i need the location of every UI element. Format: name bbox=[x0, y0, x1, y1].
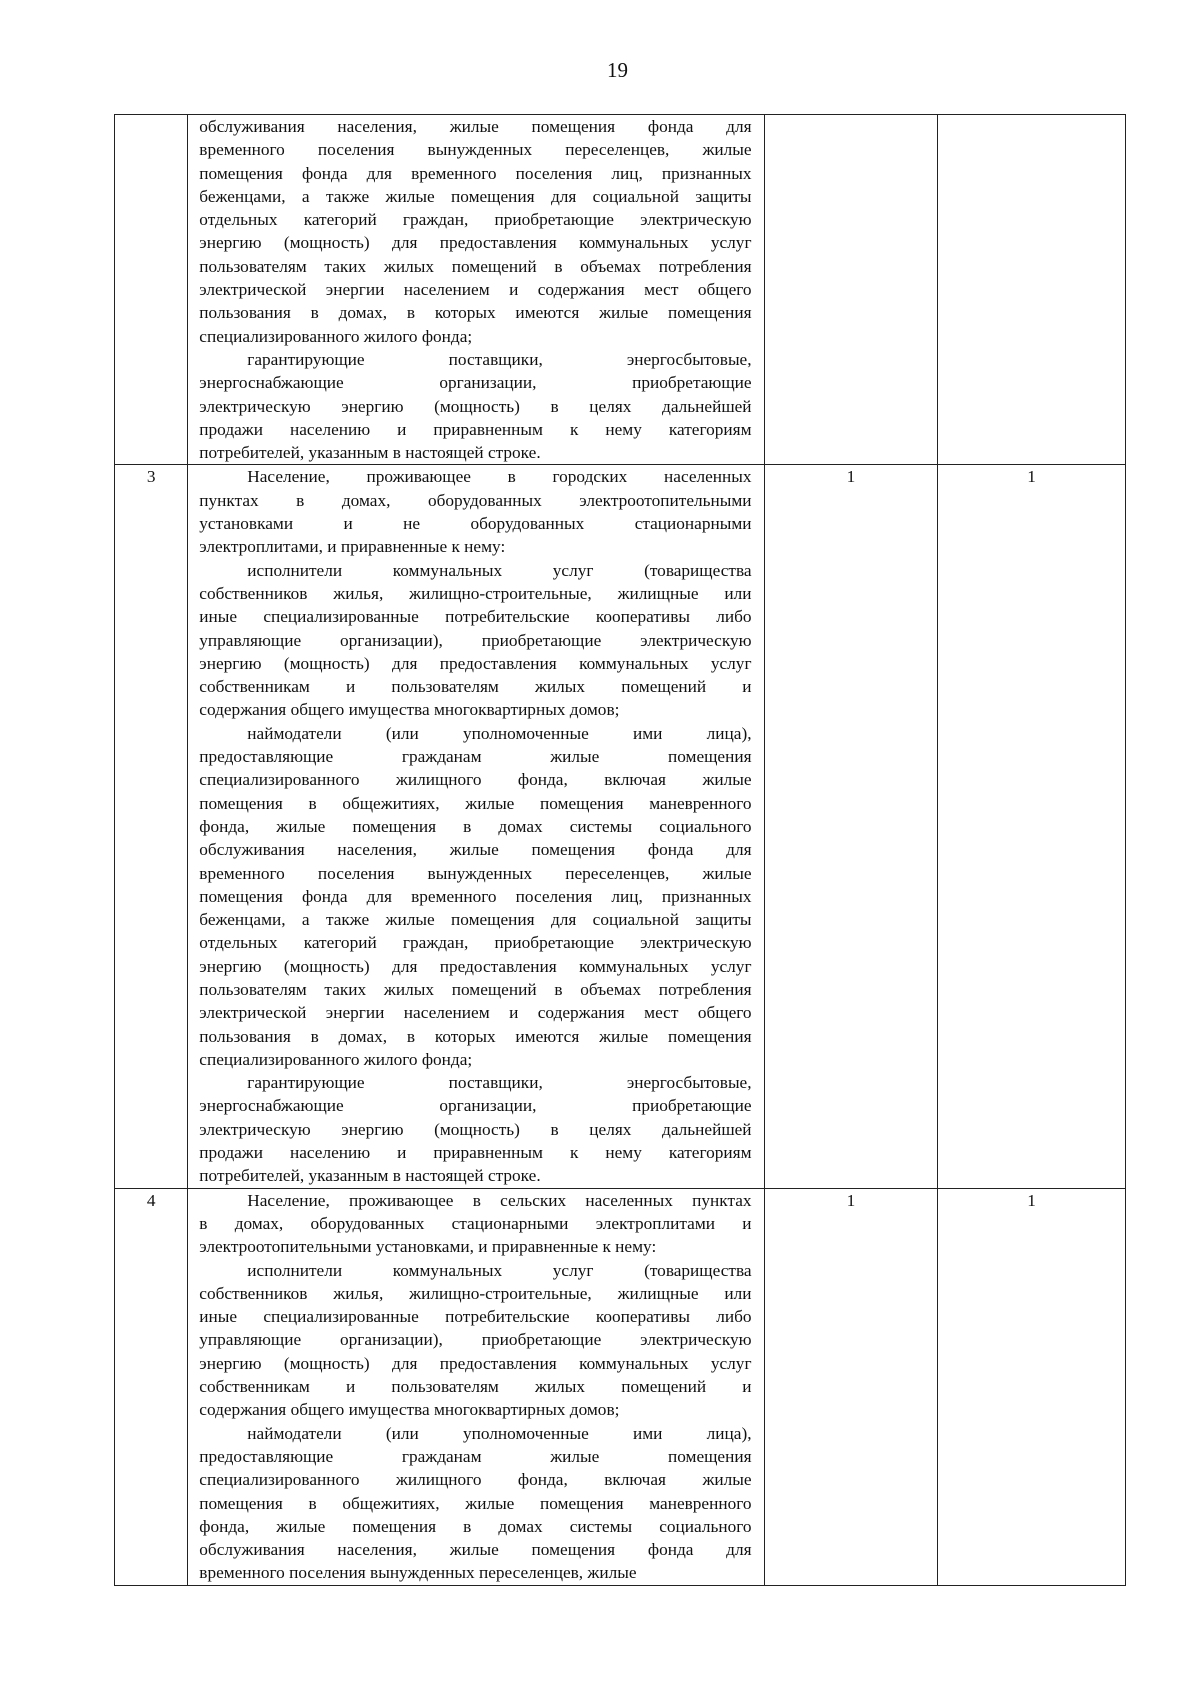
text-line: предоставляющие гражданам жилые помещения bbox=[199, 747, 752, 767]
value-cell-col3: 1 bbox=[764, 465, 938, 1188]
text-line: временного поселения вынужденных переселенцев, жилые bbox=[199, 140, 752, 160]
text-line: управляющие организации), приобретающие электрическую bbox=[199, 630, 752, 650]
text-line: энергию (мощность) для предоставления коммунальных услуг bbox=[199, 956, 752, 976]
text-line: энергию (мощность) для предоставления коммунальных услуг bbox=[199, 1353, 752, 1373]
table-row bbox=[115, 465, 1126, 1188]
text-line: в домах, оборудованных стационарными электроплитами и bbox=[199, 1213, 752, 1233]
value-cell-col4: 1 bbox=[938, 465, 1126, 1188]
text-line: наймодатели (или уполномоченные ими лица), bbox=[247, 723, 752, 743]
table-body bbox=[115, 115, 1126, 1586]
text-line: помещения в общежитиях, жилые помещения маневренного bbox=[199, 793, 752, 813]
description-paragraph bbox=[188, 115, 763, 348]
text-line: специализированного жилищного фонда, включая жилые bbox=[199, 1470, 752, 1490]
text-line: собственников жилья, жилищно-строительные, жилищные или bbox=[199, 583, 752, 603]
table-row bbox=[115, 115, 1126, 465]
text-line: временного поселения вынужденных переселенцев, жилые bbox=[199, 1563, 637, 1583]
text-line: беженцами, а также жилые помещения для социальной защиты bbox=[199, 910, 752, 930]
text-line: обслуживания населения, жилые помещения фонда для bbox=[199, 117, 752, 136]
text-line: пользования в домах, в которых имеются жилые помещения bbox=[199, 303, 752, 323]
text-line: энергоснабжающие организации, приобретающие bbox=[199, 373, 752, 393]
text-line: собственникам и пользователям жилых помещений и bbox=[199, 1377, 752, 1397]
text-line: потребителей, указанным в настоящей строке. bbox=[199, 1166, 541, 1186]
text-line: специализированного жилищного фонда, включая жилые bbox=[199, 770, 752, 790]
text-line: собственникам и пользователям жилых помещений и bbox=[199, 677, 752, 697]
value-cell-col4: 1 bbox=[938, 1188, 1126, 1585]
text-line: гарантирующие поставщики, энергосбытовые, bbox=[247, 1073, 752, 1093]
value-cell-col3 bbox=[764, 115, 938, 465]
text-line: содержания общего имущества многоквартирных домов; bbox=[199, 700, 620, 720]
text-line: электроотопительными установками, и приравненные к нему: bbox=[199, 1237, 657, 1257]
text-line: электрическую энергию (мощность) в целях дальнейшей bbox=[199, 1119, 752, 1139]
description-cell bbox=[188, 1188, 764, 1585]
text-line: исполнители коммунальных услуг (товарищества bbox=[247, 560, 752, 580]
description-paragraph bbox=[188, 1259, 763, 1422]
text-line: продажи населению и приравненным к нему категориям bbox=[199, 419, 752, 439]
text-line: специализированного жилого фонда; bbox=[199, 1049, 473, 1069]
text-line: исполнители коммунальных услуг (товарищества bbox=[247, 1260, 752, 1280]
table-row bbox=[115, 1188, 1126, 1585]
page-number: 19 bbox=[607, 58, 628, 82]
tariff-table bbox=[114, 114, 1126, 1586]
row-number-cell: 4 bbox=[115, 1188, 188, 1585]
text-line: фонда, жилые помещения в домах системы социального bbox=[199, 816, 752, 836]
text-line: Население, проживающее в сельских населенных пунктах bbox=[247, 1190, 752, 1210]
text-line: управляющие организации), приобретающие электрическую bbox=[199, 1330, 752, 1350]
text-line: потребителей, указанным в настоящей строке. bbox=[199, 443, 541, 463]
text-line: содержания общего имущества многоквартирных домов; bbox=[199, 1400, 620, 1420]
text-line: обслуживания населения, жилые помещения фонда для bbox=[199, 840, 752, 860]
description-paragraph bbox=[188, 1189, 763, 1259]
text-line: продажи населению и приравненным к нему категориям bbox=[199, 1143, 752, 1163]
text-line: обслуживания населения, жилые помещения фонда для bbox=[199, 1540, 752, 1560]
text-line: пользования в домах, в которых имеются жилые помещения bbox=[199, 1026, 752, 1046]
text-line: наймодатели (или уполномоченные ими лица), bbox=[247, 1423, 752, 1443]
description-paragraph bbox=[188, 348, 763, 464]
text-line: отдельных категорий граждан, приобретающие электрическую bbox=[199, 933, 752, 953]
description-paragraph bbox=[188, 465, 763, 558]
text-line: гарантирующие поставщики, энергосбытовые, bbox=[247, 349, 752, 369]
value-cell-col4 bbox=[938, 115, 1126, 465]
text-line: пользователям таких жилых помещений в объемах потребления bbox=[199, 979, 752, 999]
description-cell bbox=[188, 465, 764, 1188]
text-line: временного поселения вынужденных переселенцев, жилые bbox=[199, 863, 752, 883]
text-line: помещения фонда для временного поселения лиц, признанных bbox=[199, 886, 752, 906]
text-line: специализированного жилого фонда; bbox=[199, 326, 473, 346]
text-line: иные специализированные потребительские кооперативы либо bbox=[199, 1307, 752, 1327]
text-line: энергоснабжающие организации, приобретающие bbox=[199, 1096, 752, 1116]
description-paragraph bbox=[188, 1071, 763, 1187]
text-line: установками и не оборудованных стационарными bbox=[199, 514, 752, 534]
row-number-cell bbox=[115, 115, 188, 465]
text-line: электроплитами, и приравненные к нему: bbox=[199, 537, 506, 557]
description-paragraph bbox=[188, 1422, 763, 1585]
text-line: иные специализированные потребительские кооперативы либо bbox=[199, 607, 752, 627]
text-line: пунктах в домах, оборудованных электроотопительными bbox=[199, 490, 752, 510]
text-line: электрическую энергию (мощность) в целях дальнейшей bbox=[199, 396, 752, 416]
text-line: фонда, жилые помещения в домах системы социального bbox=[199, 1516, 752, 1536]
text-line: электрической энергии населением и содержания мест общего bbox=[199, 280, 752, 300]
text-line: энергию (мощность) для предоставления коммунальных услуг bbox=[199, 233, 752, 253]
value-cell-col3: 1 bbox=[764, 1188, 938, 1585]
description-paragraph bbox=[188, 559, 763, 722]
text-line: помещения фонда для временного поселения лиц, признанных bbox=[199, 163, 752, 183]
text-line: Население, проживающее в городских населенных bbox=[247, 467, 752, 487]
text-line: собственников жилья, жилищно-строительные, жилищные или bbox=[199, 1283, 752, 1303]
text-line: электрической энергии населением и содержания мест общего bbox=[199, 1003, 752, 1023]
text-line: беженцами, а также жилые помещения для социальной защиты bbox=[199, 186, 752, 206]
text-line: пользователям таких жилых помещений в объемах потребления bbox=[199, 256, 752, 276]
description-paragraph bbox=[188, 722, 763, 1071]
text-line: предоставляющие гражданам жилые помещения bbox=[199, 1446, 752, 1466]
text-line: энергию (мощность) для предоставления коммунальных услуг bbox=[199, 653, 752, 673]
text-line: помещения в общежитиях, жилые помещения маневренного bbox=[199, 1493, 752, 1513]
row-number-cell: 3 bbox=[115, 465, 188, 1188]
text-line: отдельных категорий граждан, приобретающие электрическую bbox=[199, 210, 752, 230]
description-cell bbox=[188, 115, 764, 465]
